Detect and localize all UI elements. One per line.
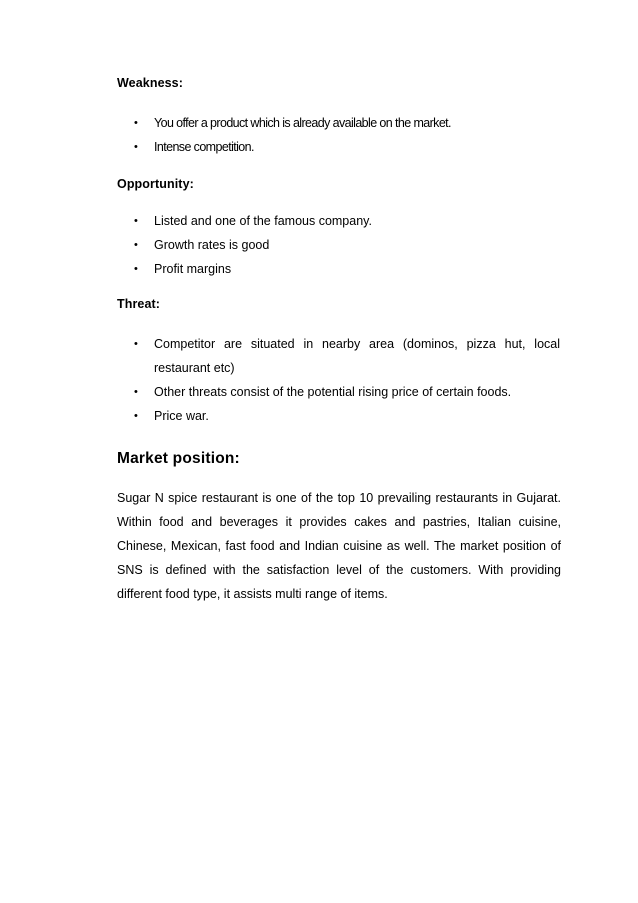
weakness-heading: Weakness: [117, 76, 183, 90]
list-item [0, 111, 560, 135]
weakness-list [0, 111, 560, 159]
bullet-icon: • [134, 239, 138, 251]
bullet-icon: • [134, 263, 138, 275]
list-item-text: You offer a product which is already available on the market. [154, 116, 451, 130]
bullet-icon: • [134, 117, 138, 129]
market-position-paragraph: Sugar N spice restaurant is one of the top 10 prevailing restaurants in Gujarat. Within food and beverages it provides cakes and pastries, Italian cuisine, Chinese, Mexican, fast food and Indian cuisine as well. The market position of SNS is defined with the satisfaction level of the customers. With providing different food type, it assists multi range of items. [117, 491, 561, 601]
list-item [0, 233, 560, 257]
list-item-text: Intense competition. [154, 140, 254, 154]
list-item-text: Profit margins [154, 262, 232, 276]
bullet-icon: • [134, 386, 138, 398]
opportunity-heading: Opportunity: [117, 177, 194, 191]
bullet-icon: • [134, 215, 138, 227]
list-item [0, 209, 560, 233]
list-item-text: Price war. [154, 409, 209, 423]
bullet-icon: • [134, 141, 138, 153]
list-item-text: Other threats consist of the potential rising price of certain foods. [154, 385, 512, 399]
list-item [0, 380, 560, 404]
list-item [0, 135, 560, 159]
market-position-heading: Market position: [117, 450, 240, 467]
list-item [0, 404, 560, 428]
list-item [0, 257, 560, 281]
list-item-text: Growth rates is good [154, 238, 270, 252]
threat-heading: Threat: [117, 297, 161, 311]
bullet-icon: • [134, 338, 138, 350]
threat-list [0, 332, 560, 428]
list-item-text: Competitor are situated in nearby area (dominos, pizza hut, local restaurant etc) [154, 337, 560, 375]
list-item-text: Listed and one of the famous company. [154, 214, 372, 228]
opportunity-list [0, 209, 560, 281]
bullet-icon: • [134, 410, 138, 422]
list-item [0, 332, 560, 380]
